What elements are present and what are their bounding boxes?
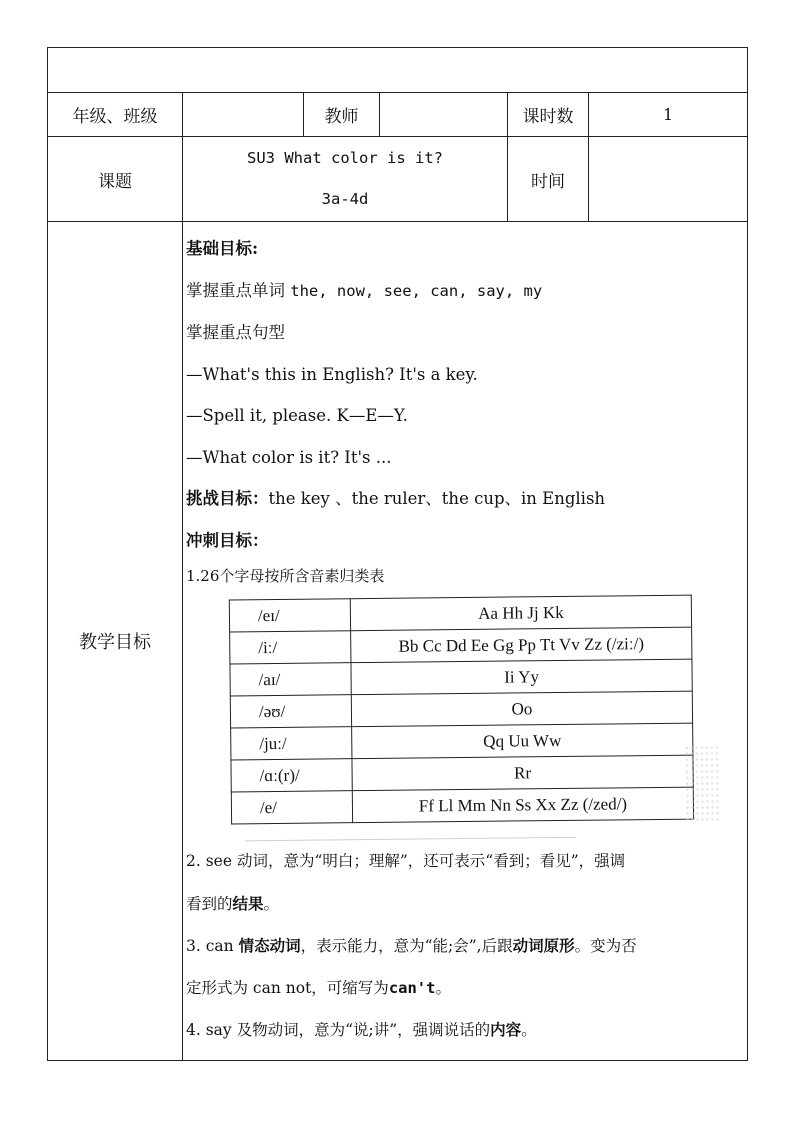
periods-value: 1 bbox=[589, 93, 748, 137]
item-2-line-1: 2. see 动词，意为“明白；理解”，还可表示“看到；看见”，强调 bbox=[186, 852, 626, 870]
sentence-3: —What color is it? It's ... bbox=[186, 447, 392, 467]
objectives-label: 教学目标 bbox=[48, 222, 183, 1061]
phonics-letters: Bb Cc Dd Ee Gg Pp Tt Vv Zz (/ziː/) bbox=[351, 627, 692, 663]
phonics-sound: /eɪ/ bbox=[229, 599, 350, 632]
time-value bbox=[589, 137, 748, 222]
objectives-content bbox=[183, 222, 748, 1061]
phonics-letters: Ii Yy bbox=[351, 659, 692, 695]
topic-title: SU3 What color is it? bbox=[247, 149, 443, 167]
key-words-line bbox=[186, 270, 747, 313]
topic-label: 课题 bbox=[48, 137, 183, 222]
header-row bbox=[48, 93, 748, 137]
phonics-letters: Oo bbox=[351, 691, 692, 727]
item-3-text-2: ，表示能力，意为“能;会”,后跟 bbox=[300, 937, 513, 955]
phonics-table bbox=[229, 595, 694, 825]
periods-label: 课时数 bbox=[508, 93, 589, 137]
lesson-plan-table bbox=[47, 47, 748, 1061]
topic-section: 3a-4d bbox=[321, 190, 369, 208]
item-3-line2-bold: can't bbox=[388, 978, 436, 997]
item-3-text: 3. can bbox=[186, 937, 239, 955]
phonics-sound: /e/ bbox=[231, 791, 352, 824]
phonics-letters: Ff Ll Mm Nn Ss Xx Zz (/zed/) bbox=[352, 787, 693, 823]
scan-noise bbox=[684, 744, 719, 822]
title-cell bbox=[48, 48, 748, 93]
item-3-line2-end: 。 bbox=[435, 978, 451, 997]
topic-cell bbox=[183, 137, 508, 222]
teacher-label: 教师 bbox=[304, 93, 380, 137]
objectives-row bbox=[48, 222, 748, 1061]
time-label: 时间 bbox=[508, 137, 589, 222]
item-4-bold: 内容 bbox=[490, 1020, 522, 1039]
phonics-row bbox=[230, 659, 692, 696]
phonics-sound: /ɑː(r)/ bbox=[231, 759, 352, 792]
phonics-row bbox=[230, 691, 692, 728]
item-1: 1.26个字母按所含音素归类表 bbox=[186, 567, 385, 585]
blank-title-row bbox=[48, 48, 748, 93]
phonics-sound: /aɪ/ bbox=[230, 663, 351, 696]
phonics-row bbox=[229, 595, 691, 632]
item-3-line-1 bbox=[186, 925, 747, 968]
phonics-sound: /iː/ bbox=[230, 631, 351, 664]
item-4-line bbox=[186, 1009, 747, 1052]
challenge-text: the key 、the ruler、the cup、in English bbox=[268, 489, 606, 508]
item-4-end: 。 bbox=[521, 1021, 537, 1039]
phonics-row bbox=[231, 787, 693, 824]
grade-label: 年级、班级 bbox=[48, 93, 183, 137]
item-3-bold-2: 动词原形 bbox=[512, 936, 575, 955]
item-3-line2-text: 定形式为 can not，可缩写为 bbox=[186, 978, 389, 997]
phonics-letters: Rr bbox=[352, 755, 693, 791]
item-2-text: 看到的 bbox=[186, 894, 233, 913]
item-2-end: 。 bbox=[263, 894, 280, 913]
sentence-heading: 掌握重点句型 bbox=[186, 323, 285, 342]
challenge-line bbox=[186, 478, 747, 520]
item-2-line-2 bbox=[186, 883, 747, 926]
sentence-1: —What's this in English? It's a key. bbox=[186, 364, 478, 384]
phonics-letters: Qq Uu Ww bbox=[352, 723, 693, 759]
grade-value bbox=[183, 93, 304, 137]
key-words: the, now, see, can, say, my bbox=[290, 281, 543, 300]
basic-goal-heading: 基础目标: bbox=[186, 239, 259, 258]
challenge-heading: 挑战目标： bbox=[186, 489, 269, 508]
sentence-2: —Spell it, please. K—E—Y. bbox=[186, 406, 408, 425]
item-3-line-2 bbox=[186, 968, 747, 1010]
sprint-heading: 冲刺目标： bbox=[186, 530, 269, 550]
phonics-sound: /juː/ bbox=[231, 727, 352, 760]
phonics-row bbox=[231, 755, 693, 792]
topic-row bbox=[48, 137, 748, 222]
phonics-sound: /əʊ/ bbox=[230, 695, 351, 728]
item-3-bold: 情态动词 bbox=[238, 936, 301, 955]
item-4-text: 4. say 及物动词，意为“说;讲”，强调说话的 bbox=[186, 1021, 491, 1039]
item-3-text-3: 。变为否 bbox=[574, 937, 637, 955]
phonics-scan-image bbox=[229, 595, 701, 836]
key-words-prefix: 掌握重点单词 bbox=[186, 280, 285, 300]
phonics-row bbox=[230, 627, 692, 664]
phonics-letters: Aa Hh Jj Kk bbox=[350, 595, 691, 631]
teacher-value bbox=[380, 93, 508, 137]
phonics-row bbox=[231, 723, 693, 760]
item-2-bold: 结果 bbox=[232, 893, 264, 913]
